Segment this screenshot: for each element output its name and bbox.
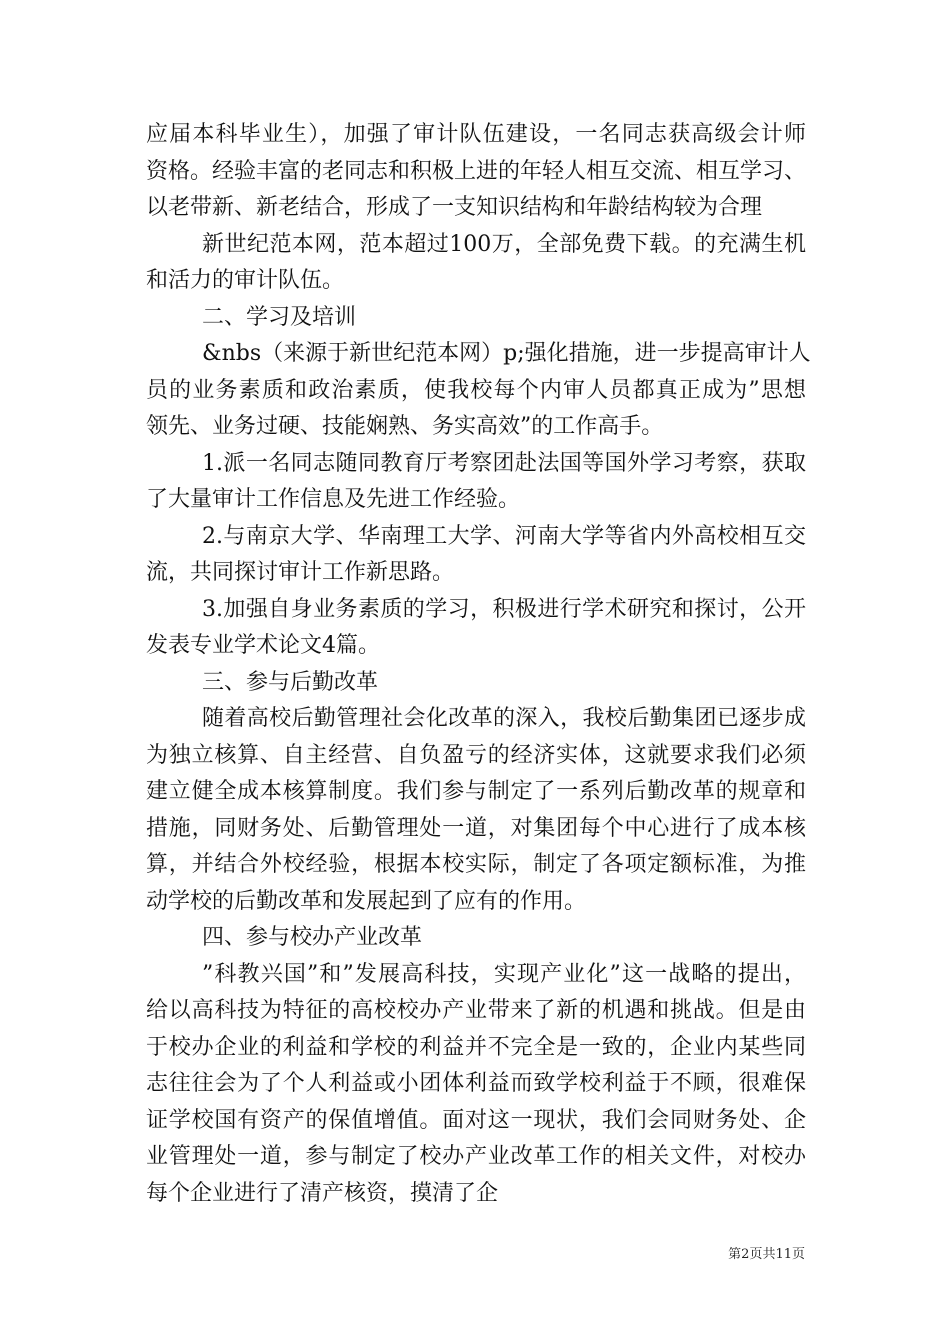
text-line: 于校办企业的利益和学校的利益并不完全是一致的，企业内某些同	[146, 1034, 806, 1060]
page-number: 第2页共11页	[728, 1247, 805, 1262]
section-heading: 二、学习及培训	[202, 304, 357, 330]
text-line: 算，并结合外校经验，根据本校实际，制定了各项定额标准，为推	[146, 852, 806, 877]
text-line: 每个企业进行了清产核资，摸清了企	[146, 1180, 499, 1206]
text-line: 动学校的后勤改革和发展起到了应有的作用。	[146, 888, 587, 914]
text-line: 证学校国有资产的保值增值。面对这一现状，我们会同财务处、企	[146, 1107, 806, 1133]
text-line: 领先、业务过硬、技能娴熟、务实高效”的工作高手。	[146, 414, 664, 439]
text-line: ”科教兴国”和”发展高科技，实现产业化”这一战略的提出，	[202, 961, 806, 987]
text-line: 和活力的审计队伍。	[146, 268, 345, 293]
text-line: 1.派一名同志随同教育厅考察团赴法国等国外学习考察，获取	[202, 450, 806, 476]
text-line: 以老带新、新老结合，形成了一支知识结构和年龄结构较为合理	[146, 195, 763, 220]
text-line: 业管理处一道，参与制定了校办产业改革工作的相关文件，对校办	[146, 1144, 806, 1169]
text-line: 资格。经验丰富的老同志和积极上进的年轻人相互交流、相互学习、	[146, 158, 807, 184]
text-line: 2.与南京大学、华南理工大学、河南大学等省内外高校相互交	[202, 523, 806, 549]
document-body	[146, 117, 811, 1212]
text-line: 随着高校后勤管理社会化改革的深入，我校后勤集团已逐步成	[202, 706, 806, 731]
text-line: 员的业务素质和政治素质，使我校每个内审人员都真正成为”思想	[146, 377, 806, 403]
text-line: 3.加强自身业务素质的学习，积极进行学术研究和探讨，公开	[202, 596, 806, 622]
text-line: 流，共同探讨审计工作新思路。	[146, 560, 455, 585]
text-line: &nbs（来源于新世纪范本网）p;强化措施，进一步提高审计人	[202, 341, 811, 366]
text-line: 志往往会为了个人利益或小团体利益而致学校利益于不顾，很难保	[146, 1071, 806, 1096]
section-heading: 四、参与校办产业改革	[202, 925, 423, 950]
section-heading: 三、参与后勤改革	[202, 669, 379, 695]
text-line: 建立健全成本核算制度。我们参与制定了一系列后勤改革的规章和	[146, 779, 806, 804]
text-line: 为独立核算、自主经营、自负盈亏的经济实体，这就要求我们必须	[146, 742, 806, 768]
text-line: 了大量审计工作信息及先进工作经验。	[146, 487, 521, 512]
text-line: 措施，同财务处、后勤管理处一道，对集团每个中心进行了成本核	[146, 815, 806, 841]
text-line: 应届本科毕业生），加强了审计队伍建设，一名同志获高级会计师	[146, 122, 806, 147]
text-line: 发表专业学术论文4篇。	[146, 633, 380, 658]
text-line: 新世纪范本网，范本超过100万，全部免费下载。的充满生机	[202, 231, 806, 257]
text-line: 给以高科技为特征的高校校办产业带来了新的机遇和挑战。但是由	[146, 998, 806, 1023]
